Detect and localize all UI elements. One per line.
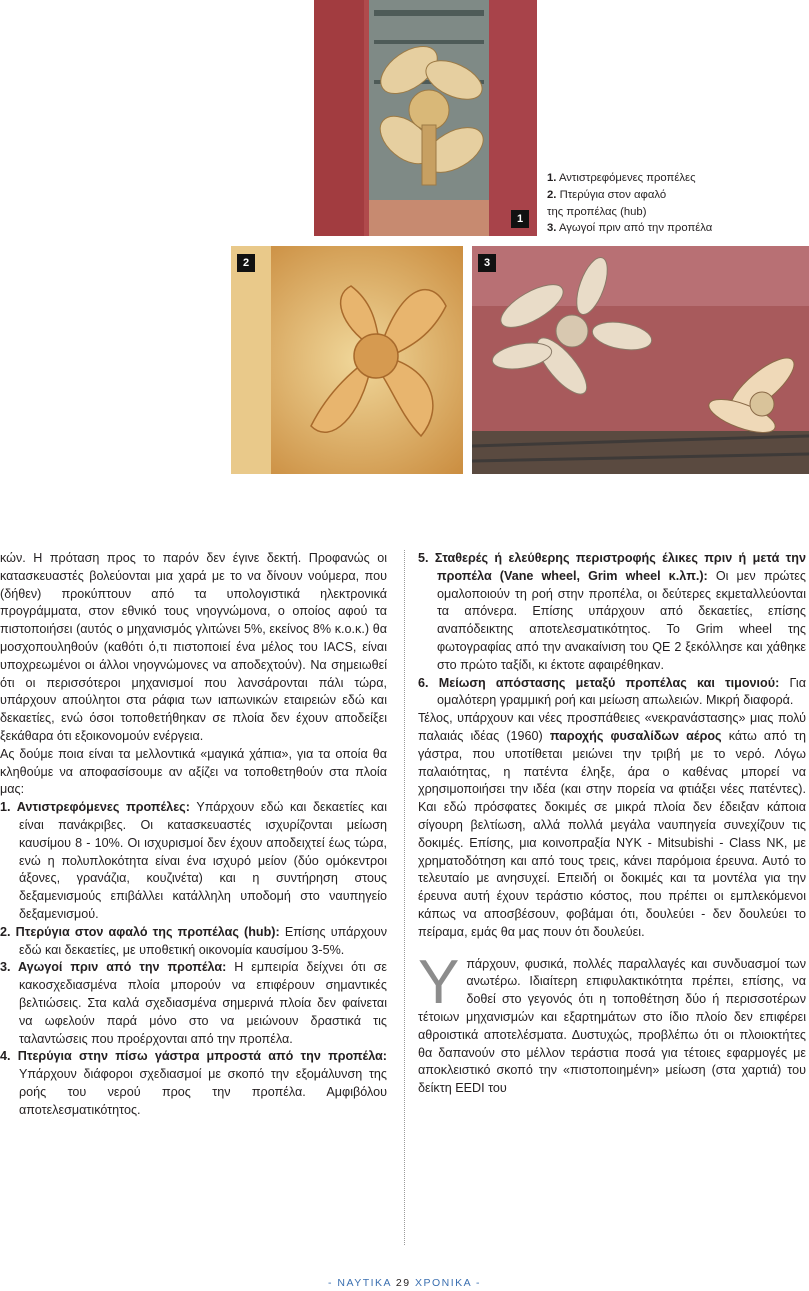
footer-right: ΧΡΟΝΙΚΑ - [415, 1277, 482, 1289]
paragraph-gap [418, 942, 806, 956]
photo-badge-2: 2 [237, 254, 255, 272]
column-divider [404, 550, 405, 1245]
list-item-6: 6. Μείωση απόστασης μεταξύ προπέλας και τιμονιού: Για ομαλότερη γραμμική ροή και μείωση απωλειών. Μικρή διαφορά. [418, 675, 806, 708]
left-column [0, 550, 387, 1120]
photo-caption [547, 170, 797, 237]
list-item-3: 3. Αγωγοί πριν από την προπέλα: Η εμπειρία δείχνει ότι σε κακοσχεδιασμένα πλοία μπορούν να επιφέρουν σημαντικές βελτιώσεις. Στα καλά σχεδιασμένα σημερινά πλοία δεν φαίνεται να ωφελούν παρά μόνο στο να μειώνουν δραστικά τις ταλαντώσεις που προέρχονται από την προπέλα. [0, 960, 388, 1046]
right-paragraph-final: Υπάρχουν, φυσικά, πολλές παραλλαγές και συνδυασμοί των ανωτέρω. Ιδιαίτερη επιφυλακτικότητα πρέπει, επίσης, να δοθεί στο γεγονός ότι η τοποθέτηση δύο ή περισσοτέρων τέτοιων μηχανισμών και εξαρτημάτων στο ίδιο πλοίο δεν επιφέρει αθροιστικά αποτελέσματα. Δυστυχώς, προβλέπω ότι οι πλοιοκτήτες θα δαπανούν στο μέλλον τεράστια ποσά για τέτοιες εφαρμογές με αποκλειστικό σκοπό την «πιστοποιημένη» μείωση (στα χαρτιά) του δείκτη EEDI του [418, 947, 806, 1096]
right-column [418, 550, 806, 1098]
propeller-image-1 [314, 0, 537, 236]
left-paragraph-1: κών. Η πρόταση προς το παρόν δεν έγινε δεκτή. Προφανώς οι κατασκευαστές βολεύονται μια χαρά με το να δίνουν νούμερα, που (δήθεν) προκύπτουν από τα υπολογιστικά ηλεκτρονικά προγράμματα, στον εθνικό τους νηογνώμονα, ο οποίος αφού τα πιστοποιήσει (αυτός ο μηχανισμός γλιτώνει 5%, εκείνος 8% κ.ο.κ.) θα μοσχοπουληθούν (καθότι ό,τι πιστοποιεί ένα μέλος του IACS, είναι υποχρεωμένοι οι άλλοι νηογνώμονες να αποδεχτούν). Να σημειωθεί ότι οι περισσότεροι μηχανισμοί που λανσάρονται πάλι τώρα, υπάρχουν απούλητοι στα ράφια των ιαπωνικών εταιρειών εδώ και δεκαετίες, ενώ όσοι τοποθετήθηκαν σε πλοία δεν έχουν αποδείξει ξεκάθαρα ότι εξοικονομούν ενέργεια. [0, 551, 387, 743]
right-paragraph-bubbles: Τέλος, υπάρχουν και νέες προσπάθειες «νεκρανάστασης» μιας πολύ παλαιάς ιδέας (1960) παροχής φυσαλίδων αέρος κάτω από τη γάστρα, που υποτίθεται μειώνει την τριβή με το νερό. Λόγω παλαιότητας, η πατέντα έληξε, άρα ο καθένας μπορεί να χρησιμοποιήσει την ιδέα (και στην πορεία να φτιάξει νέες πατέντες). Και εδώ πρόσφατες δοκιμές σε μικρά πλοία δεν έδειξαν κάποια σίγουρη βελτίωση, αλλά πολλά μεγάλα ναυπηγεία συνεχίζουν τις δοκιμές. Επίσης, μια κοινοπραξία NYK - Mitsubishi - Class NK, με χρηματοδότηση και από τους τρεις, κάνει παρόμοια έρευνα. Αυτό το τελευταίο με ανησυχεί. Επειδή οι δοκιμές και τα μοντέλα για την έρευνα αυτή έχουν τεράστιο κόστος, που πρέπει οι εμπλεκόμενοι κάπως να αποσβέσουν, φοβάμαι ότι, δουλεύει - δεν δουλεύει το πείραμα, εμάς θα μας πουν ότι δουλεύει. [418, 711, 806, 939]
page-footer [0, 1277, 809, 1289]
caption-line-3: της προπέλας (hub) [547, 205, 647, 218]
caption-line-2: 2. Πτερύγια στον αφαλό [547, 188, 667, 201]
propeller-image-2 [231, 246, 463, 474]
list-item-4: 4. Πτερύγια στην πίσω γάστρα μπροστά από την προπέλα: Υπάρχουν διάφοροι σχεδιασμοί με σκοπό την εξομάλυνση της ροής του νερού προς την προπέλα. Αμφιβόλου αποτελεσματικότητος. [0, 1049, 387, 1117]
left-paragraph-2: Ας δούμε ποια είναι τα μελλοντικά «μαγικά χάπια», για τα οποία θα κληθούμε να αποφασίσουμε αν αξίζει να τοποθετηθούν στα πλοία μας: [0, 746, 387, 797]
page-number: 29 [395, 1277, 411, 1289]
propeller-image-3 [472, 246, 809, 474]
list-item-2: 2. Πτερύγια στον αφαλό της προπέλας (hub): Επίσης υπάρχουν εδώ και δεκαετίες, με υποθετική οικονομία καυσίμου 3-5%. [0, 924, 388, 957]
photo-badge-1: 1 [511, 210, 529, 228]
list-item-1: 1. Αντιστρεφόμενες προπέλες: Υπάρχουν εδώ και δεκαετίες και είναι πανάκριβες. Οι κατασκευαστές ισχυρίζονται μείωση καυσίμου 8 - 10%. Οι ισχυρισμοί δεν έχουν αποδειχτεί έως τώρα, ενώ η πολυπλοκότητα είναι ένα ισχυρό μείον (δύο ομόκεντροι άξονες, γρανάζια, κουζινέτα) και η συντήρηση στους δεξαμενισμούς επιβάλλει κατάλληλη υποδομή στο ναυπηγείο δεξαμενισμού. [0, 800, 387, 921]
contra-rotating-propellers-photo [314, 0, 537, 236]
caption-line-4: 3. Αγωγοί πριν από την προπέλα [547, 222, 713, 235]
drop-cap: Υ [418, 947, 460, 1017]
footer-left: - ΝΑΥΤΙΚΑ [327, 1277, 392, 1289]
propeller-hub-fins-photo [231, 246, 463, 474]
caption-line-1: 1. Αντιστρεφόμενες προπέλες [547, 172, 696, 184]
list-item-5: 5. Σταθερές ή ελεύθερης περιστροφής έλικες πριν ή μετά την προπέλα (Vane wheel, Grim wheel κ.λπ.): Οι μεν πρώτες ομαλοποιούν τη ροή στην προπέλα, οι δεύτερες εκμεταλλεύονται τα απόνερα. Επίσης υπάρχουν από δεκαετίες, επίσης αναπόδεικτης αποτελεσματικότητος. Το Grim wheel της φωτογραφίας από την ανακαίνιση του QE 2 ξεκόλλησε και χάθηκε στο πρώτο ταξίδι, κι έκτοτε αφαιρέθηκαν. [418, 551, 806, 672]
photo-badge-3: 3 [478, 254, 496, 272]
pre-propeller-ducts-photo [472, 246, 809, 474]
